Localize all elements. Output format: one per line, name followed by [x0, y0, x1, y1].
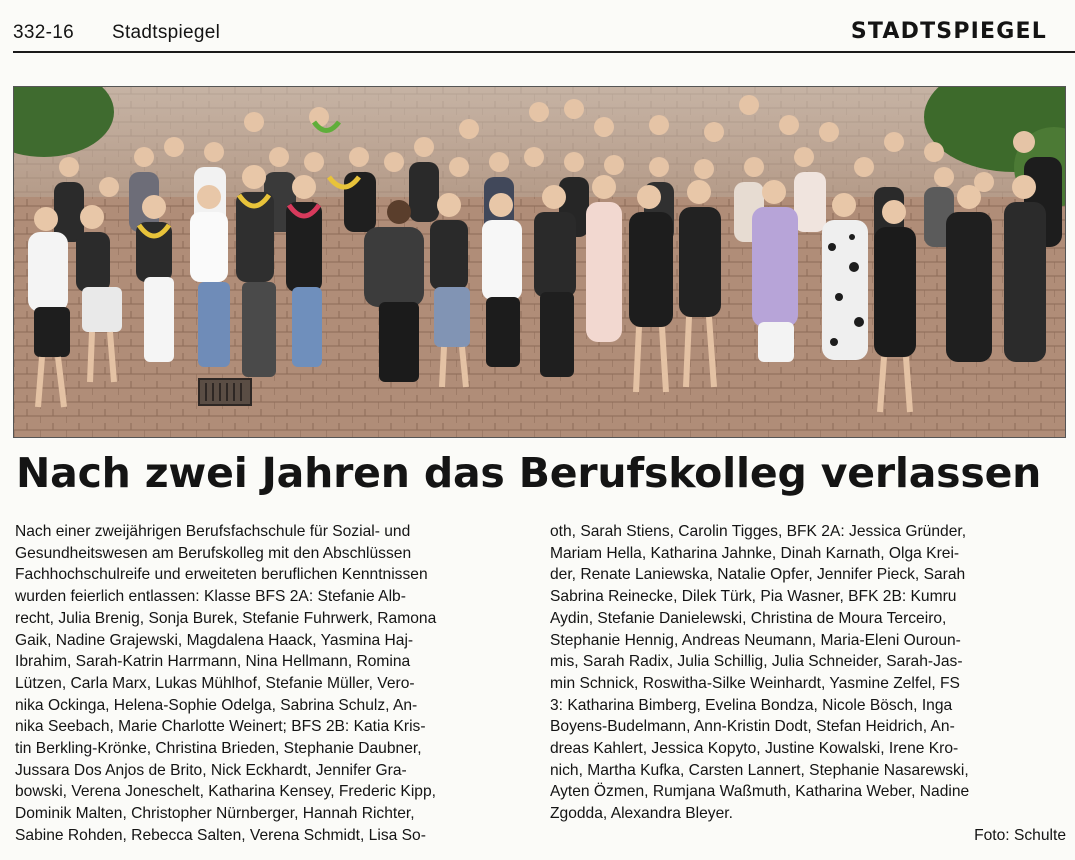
photo-credit: Foto: Schulte: [974, 827, 1066, 844]
group-photo: [13, 86, 1066, 438]
masthead: STADTSPIEGEL: [850, 19, 1047, 44]
article-line: nich, Martha Kufka, Carsten Lannert, Stephanie Nasarewski,: [550, 761, 969, 779]
article-line: oth, Sarah Stiens, Carolin Tigges, BFK 2A: Jessica Gründer,: [550, 523, 967, 540]
article-line: min Schnick, Roswitha-Silke Weinhardt, Yasmine Zelfel, FS: [550, 674, 960, 692]
article-column-left: [15, 521, 524, 847]
article-line: wurden feierlich entlassen: Klasse BFS 2A: Stefanie Alb-: [15, 588, 406, 606]
article-line: Dominik Malten, Christopher Nürnberger, Hannah Richter,: [15, 805, 415, 823]
article-line: bowski, Verena Joneschelt, Katharina Kensey, Frederic Kipp,: [15, 783, 436, 801]
article-line: Lützen, Carla Marx, Lukas Mühlhof, Stefanie Müller, Vero-: [15, 674, 415, 692]
article-line: Gaik, Nadine Grajewski, Magdalena Haack, Yasmina Haj-: [15, 631, 414, 649]
article-line: Ibrahim, Sarah-Katrin Harrmann, Nina Hellmann, Romina: [15, 653, 411, 671]
article-line: Nach einer zweijährigen Berufsfachschule für Sozial- und: [15, 523, 411, 540]
article-line: Jussara Dos Anjos de Brito, Nick Eckhardt, Jennifer Gra-: [15, 761, 407, 779]
page-number: 332-16: [13, 22, 74, 43]
article-line: Stephanie Hennig, Andreas Neumann, Maria-Eleni Ouroun-: [550, 631, 961, 649]
article-line: nika Seebach, Marie Charlotte Weinert; BFS 2B: Katia Kris-: [15, 718, 426, 736]
article-line: der, Renate Laniewska, Natalie Opfer, Jennifer Pieck, Sarah: [550, 566, 966, 584]
section-name: Stadtspiegel: [111, 22, 221, 43]
header-rule: [13, 51, 1075, 53]
article-line: 3: Katharina Bimberg, Evelina Bondza, Nicole Bösch, Inga: [550, 696, 953, 714]
header-page-number-and-section: [13, 22, 220, 44]
article-line: Fachhochschulreife und erweiteten beruflichen Kenntnissen: [15, 566, 428, 584]
article-line: Sabine Rohden, Rebecca Salten, Verena Schmidt, Lisa So-: [15, 826, 426, 844]
group-photo-illustration: [14, 87, 1066, 438]
article-line: nika Ockinga, Helena-Sophie Odelga, Sabrina Schulz, An-: [15, 696, 418, 714]
article-line: Aydin, Stefanie Danielewski, Christina de Moura Terceiro,: [550, 609, 947, 627]
article-line: Sabrina Reinecke, Dilek Türk, Pia Wasner, BFK 2B: Kumru: [550, 588, 957, 606]
article-line: dreas Kahlert, Jessica Kopyto, Justine Kowalski, Irene Kro-: [550, 740, 959, 758]
article-line: Ayten Özmen, Rumjana Waßmuth, Katharina Weber, Nadine: [550, 783, 970, 801]
article-headline: Nach zwei Jahren das Berufskolleg verlassen: [16, 449, 1042, 497]
article-line: tin Berkling-Krönke, Christina Brieden, Stephanie Daubner,: [15, 740, 422, 758]
article-line: Mariam Hella, Katharina Jahnke, Dinah Karnath, Olga Krei-: [550, 544, 960, 562]
article-line: Gesundheitswesen am Berufskolleg mit den Abschlüssen: [15, 544, 412, 562]
article-line: Boyens-Budelmann, Ann-Kristin Dodt, Stefan Heidrich, An-: [550, 718, 955, 736]
article-line: Zgodda, Alexandra Bleyer.: [550, 805, 733, 823]
article-line: recht, Julia Brenig, Sonja Burek, Stefanie Fuhrwerk, Ramona: [15, 609, 437, 627]
article-column-right: [550, 521, 1065, 825]
article-line: mis, Sarah Radix, Julia Schillig, Julia Schneider, Sarah-Jas-: [550, 653, 963, 671]
